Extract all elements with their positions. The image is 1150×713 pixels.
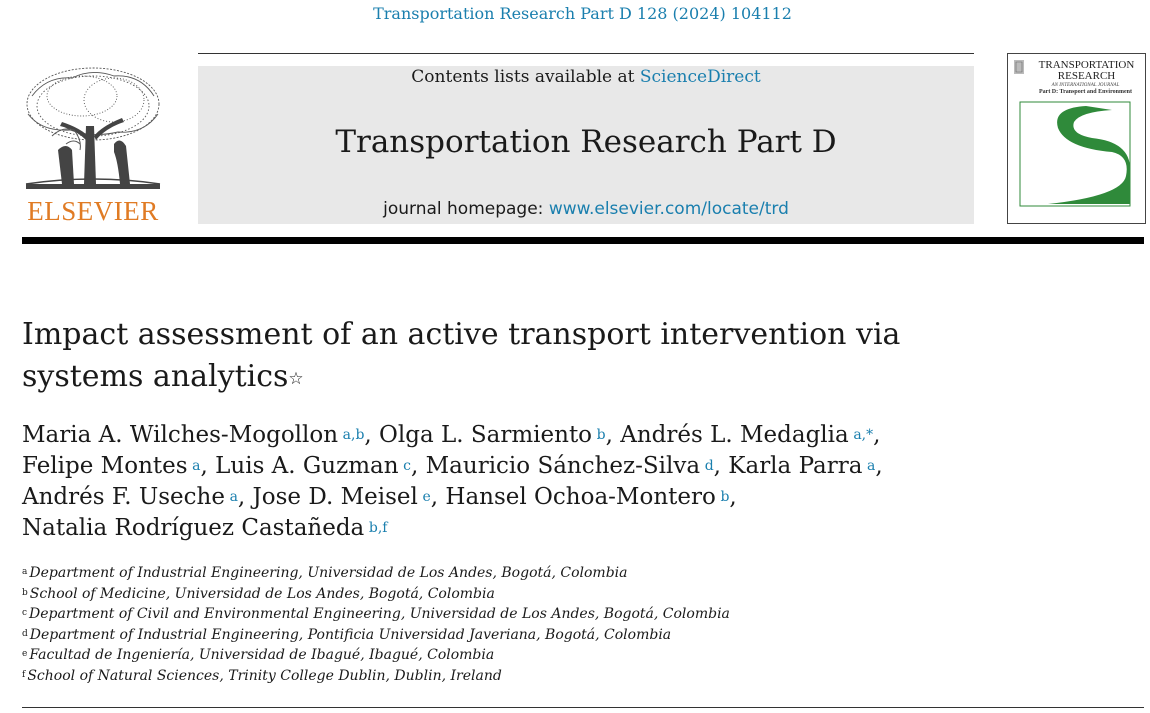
- author-separator: ,: [713, 453, 729, 479]
- author-name[interactable]: Karla Parra: [728, 453, 863, 479]
- author-affiliation-marker[interactable]: e: [422, 489, 431, 505]
- author-affiliation-marker[interactable]: c: [403, 458, 411, 474]
- affiliation-item: [22, 563, 922, 584]
- author-entry: [728, 453, 882, 479]
- affiliation-text: School of Natural Sciences, Trinity College Dublin, Dublin, Ireland: [27, 667, 502, 684]
- author-affiliation-marker[interactable]: b: [720, 489, 730, 505]
- author-separator: ,: [364, 422, 380, 448]
- author-name[interactable]: Olga L. Sarmiento: [379, 422, 593, 448]
- author-entry: [22, 515, 387, 541]
- footer-rule: [22, 707, 1144, 708]
- tree-emblem-icon: [22, 66, 164, 194]
- affiliation-item: [22, 625, 922, 646]
- author-separator: ,: [873, 422, 881, 448]
- author-affiliation-marker[interactable]: a: [867, 458, 876, 474]
- author-entry: [215, 453, 426, 479]
- cover-title-line-2: RESEARCH: [1057, 70, 1116, 82]
- author-name[interactable]: Hansel Ochoa-Montero: [445, 484, 716, 510]
- affiliation-letter: a: [22, 567, 28, 577]
- author-name[interactable]: Andrés L. Medaglia: [620, 422, 849, 448]
- title-footnote-star[interactable]: ☆: [288, 369, 304, 389]
- author-list: [22, 420, 922, 544]
- journal-citation-link[interactable]: Transportation Research Part D 128 (2024) 104112: [373, 4, 792, 23]
- affiliation-list: [22, 563, 922, 686]
- author-separator: ,: [605, 422, 621, 448]
- author-name[interactable]: Luis A. Guzman: [215, 453, 399, 479]
- author-affiliation-marker[interactable]: a,*: [853, 427, 874, 443]
- author-name[interactable]: Andrés F. Useche: [22, 484, 225, 510]
- cover-title-line-1: TRANSPORTATION: [1038, 59, 1135, 71]
- author-affiliation-marker[interactable]: a,b: [342, 427, 365, 443]
- author-separator: ,: [200, 453, 216, 479]
- author-affiliation-marker[interactable]: b: [596, 427, 606, 443]
- affiliation-letter: e: [22, 649, 28, 659]
- journal-title: Transportation Research Part D: [335, 124, 837, 160]
- affiliation-item: [22, 604, 922, 625]
- author-affiliation-marker[interactable]: b,f: [368, 520, 388, 536]
- author-name[interactable]: Felipe Montes: [22, 453, 188, 479]
- header-rule: [198, 53, 974, 54]
- author-affiliation-marker[interactable]: a: [229, 489, 238, 505]
- journal-cover-thumbnail[interactable]: [1007, 53, 1146, 224]
- homepage-prefix: journal homepage:: [383, 199, 549, 219]
- affiliation-letter: b: [22, 587, 28, 598]
- journal-banner: [198, 66, 974, 224]
- author-affiliation-marker[interactable]: d: [704, 458, 714, 474]
- author-entry: [445, 484, 736, 510]
- article-title: [22, 314, 922, 398]
- affiliation-item: [22, 645, 922, 666]
- contents-line: [198, 66, 974, 88]
- author-separator: ,: [411, 453, 426, 479]
- author-separator: ,: [430, 484, 446, 510]
- author-affiliation-marker[interactable]: a: [192, 458, 201, 474]
- author-entry: [379, 422, 620, 448]
- affiliation-text: School of Medicine, Universidad de Los Andes, Bogotá, Colombia: [29, 585, 495, 602]
- cover-subtitle-2: Part D: Transport and Environment: [1038, 89, 1132, 95]
- author-entry: [22, 484, 253, 510]
- affiliation-text: Department of Industrial Engineering, Universidad de Los Andes, Bogotá, Colombia: [29, 565, 628, 581]
- author-entry: [22, 453, 215, 479]
- sciencedirect-link[interactable]: ScienceDirect: [639, 67, 761, 87]
- homepage-line: [198, 198, 974, 220]
- affiliation-letter: d: [22, 628, 28, 639]
- contents-prefix: Contents lists available at: [411, 67, 640, 87]
- article-title-line-1: Impact assessment of an active transport intervention via: [22, 317, 901, 352]
- author-entry: [22, 422, 379, 448]
- cover-subtitle-1: AN INTERNATIONAL JOURNAL: [1051, 83, 1120, 88]
- author-name[interactable]: Mauricio Sánchez-Silva: [425, 453, 701, 479]
- header-thick-rule: [22, 237, 1144, 244]
- affiliation-item: [22, 584, 922, 605]
- author-entry: [620, 422, 880, 448]
- affiliation-text: Department of Industrial Engineering, Pontificia Universidad Javeriana, Bogotá, Colombia: [29, 626, 672, 643]
- author-separator: ,: [729, 484, 737, 510]
- road-icon: [1048, 106, 1130, 204]
- elsevier-logo[interactable]: [22, 66, 164, 226]
- affiliation-letter: c: [22, 608, 28, 618]
- affiliation-item: [22, 666, 922, 687]
- journal-homepage-link[interactable]: www.elsevier.com/locate/trd: [548, 199, 789, 219]
- author-entry: [253, 484, 446, 510]
- author-separator: ,: [875, 453, 883, 479]
- article-title-line-2: systems analytics: [22, 359, 289, 394]
- author-separator: ,: [237, 484, 253, 510]
- cover-title: [1028, 60, 1145, 82]
- publisher-name: ELSEVIER: [27, 196, 159, 226]
- author-name[interactable]: Jose D. Meisel: [252, 484, 418, 510]
- author-name[interactable]: Maria A. Wilches-Mogollon: [22, 422, 339, 448]
- author-entry: [426, 453, 729, 479]
- author-name[interactable]: Natalia Rodríguez Castañeda: [22, 515, 365, 541]
- affiliation-letter: f: [22, 669, 26, 680]
- affiliation-text: Department of Civil and Environmental Engineering, Universidad de Los Andes, Bogotá, Colombia: [29, 606, 730, 622]
- affiliation-text: Facultad de Ingeniería, Universidad de Ibagué, Ibagué, Colombia: [29, 647, 495, 663]
